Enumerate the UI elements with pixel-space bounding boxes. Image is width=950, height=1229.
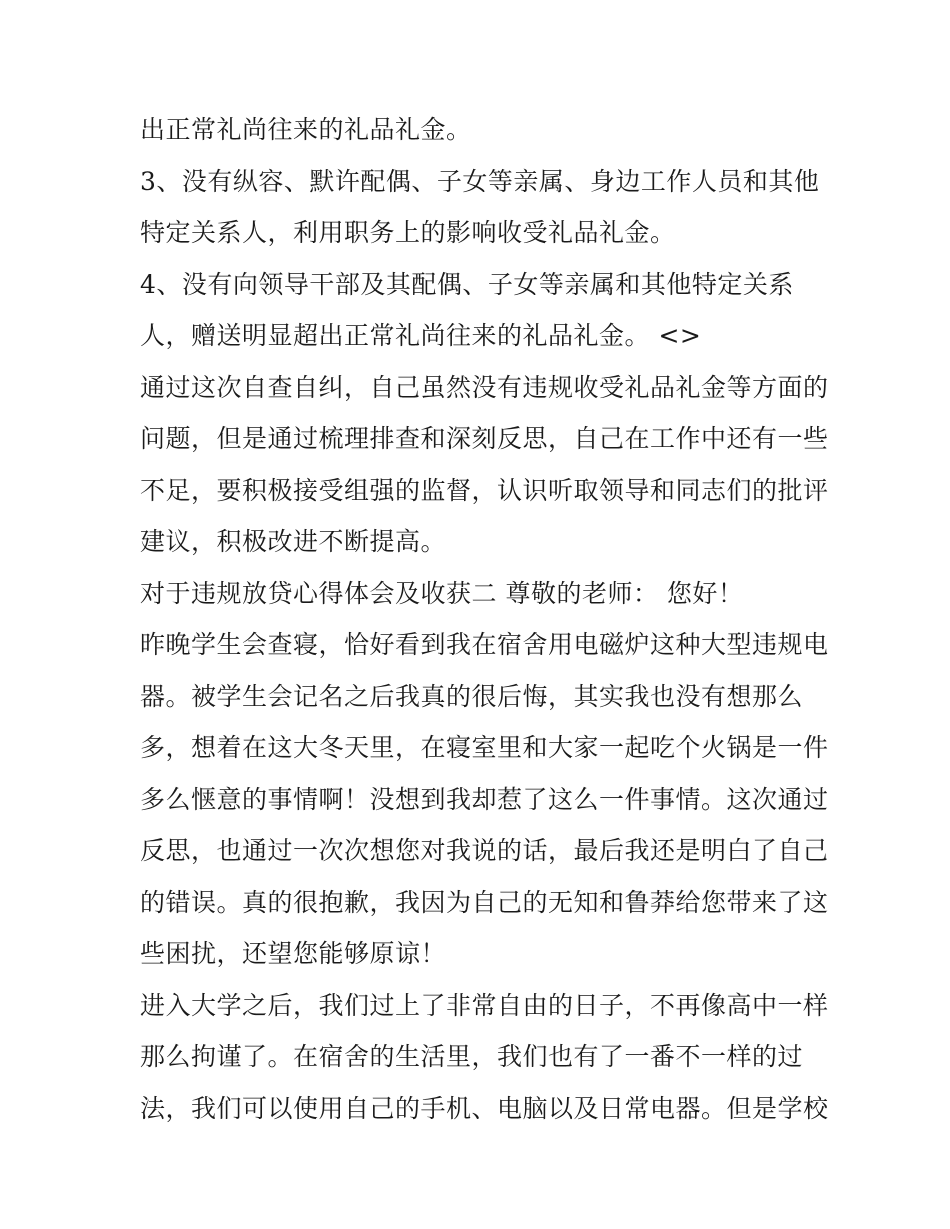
text-line: 不足，要积极接受组强的监督，认识听取领导和同志们的批评 [140,475,829,505]
text-line: 问题，但是通过梳理排查和深刻反思，自己在工作中还有一些 [140,424,829,453]
text-line: 的错误。真的很抱歉，我因为自己的无知和鲁莽给您带来了这 [140,887,829,917]
text-line: 法，我们可以使用自己的手机、电脑以及日常电器。但是学校 [140,1093,829,1123]
text-line: 器。被学生会记名之后我真的很后悔，其实我也没有想那么 [140,681,804,711]
text-line: 建议，积极改进不断提高。 [140,527,447,556]
text-line: 多么惬意的事情啊！没想到我却惹了这么一件事情。这次通过 [140,784,829,814]
heading-line: 对于违规放贷心得体会及收获二 尊敬的老师： 您好！ [140,578,744,608]
text-line: 通过这次自查自纠，自己虽然没有违规收受礼品礼金等方面的 [140,372,829,402]
text-line: 人，赠送明显超出正常礼尚往来的礼品礼金。 <> [140,321,702,350]
text-line: 昨晚学生会查寝，恰好看到我在宿舍用电磁炉这种大型违规电 [140,630,829,659]
text-line: 些困扰，还望您能够原谅！ [140,939,447,968]
text-line: 3、没有纵容、默许配偶、子女等亲属、身边工作人员和其他 [140,166,820,196]
document-body [140,104,829,1134]
text-line: 反思，也通过一次次想您对我说的话，最后我还是明白了自己 [140,836,829,865]
text-line: 进入大学之后，我们过上了非常自由的日子，不再像高中一样 [140,990,829,1020]
text-line: 4、没有向领导干部及其配偶、子女等亲属和其他特定关系 [140,269,794,299]
text-line: 多，想着在这大冬天里，在寝室里和大家一起吃个火锅是一件 [140,733,829,762]
text-line: 出正常礼尚往来的礼品礼金。 [140,115,472,144]
text-line: 特定关系人，利用职务上的影响收受礼品礼金。 [140,218,676,247]
text-line: 那么拘谨了。在宿舍的生活里，我们也有了一番不一样的过 [140,1042,804,1071]
